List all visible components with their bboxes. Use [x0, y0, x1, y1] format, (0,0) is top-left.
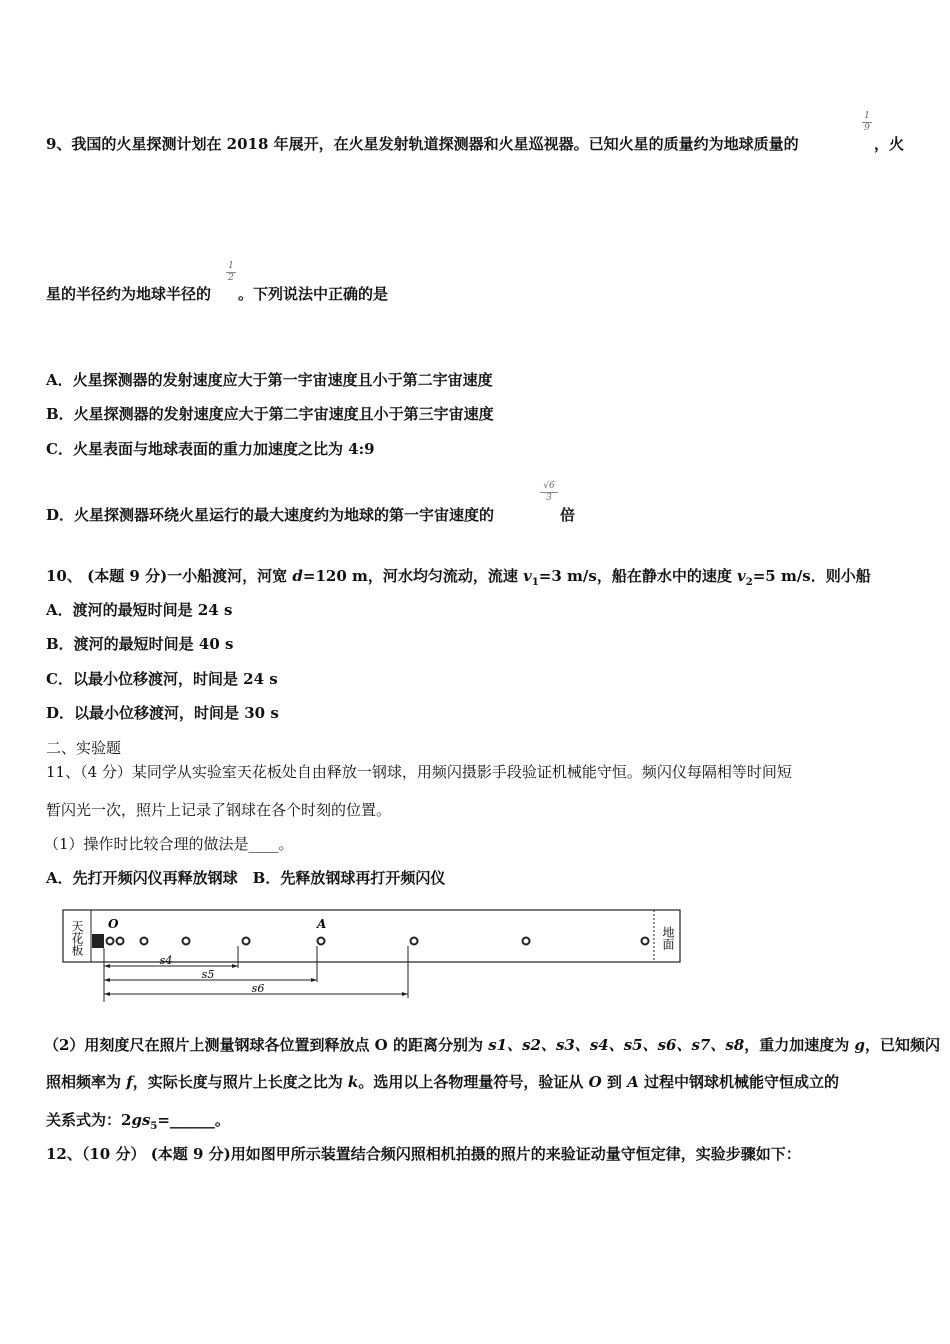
- s5-label: s5: [201, 968, 215, 981]
- q11-gs-var: gs: [131, 1111, 151, 1129]
- release-clamp: [92, 934, 104, 948]
- q11-l3-b: =______。: [157, 1111, 230, 1129]
- q10-stem: [46, 566, 871, 593]
- q9-line2-text: 星的半径约为地球半径的: [46, 285, 212, 303]
- q11-g-var: g: [854, 1036, 865, 1054]
- q10-v1-sub: 1: [531, 577, 539, 588]
- q9-line1-text: 9、我国的火星探测计划在 2018 年展开，在火星发射轨道探测器和火星巡视器。已知火星的质量约为地球质量的: [46, 135, 799, 153]
- q10-v1-var: v: [523, 567, 532, 585]
- q11-o-var: O: [588, 1073, 602, 1091]
- q11-part2-a: （2）用刻度尺在照片上测量钢球各位置到释放点 O 的距离分别为: [44, 1036, 489, 1054]
- ball-7: [411, 938, 418, 945]
- ball-3: [141, 938, 148, 945]
- q12-stem: 12、（10 分） (本题 9 分)用如图甲所示装置结合频闪照相机拍摄的照片的来验证动量守恒定律，实验步骤如下：: [46, 1145, 801, 1163]
- q10-stem-b: =120 m，河水均匀流动，流速: [302, 567, 524, 585]
- q11-stem-line2: 暂闪光一次，照片上记录了钢球在各个时刻的位置。: [46, 801, 392, 819]
- q11-part2-line1: [44, 1035, 940, 1055]
- q11-stem-line1: 11、（4 分）某同学从实验室天花板处自由释放一钢球，用频闪摄影手段验证机械能守恒。频闪仪每隔相等时间短: [46, 763, 792, 781]
- q11-l2-a: 照相频率为: [46, 1073, 127, 1091]
- point-o-label: O: [108, 917, 119, 931]
- q10-stem-c: =3 m/s，船在静水中的速度: [538, 567, 738, 585]
- q9-option-d-post: 倍: [560, 506, 576, 524]
- flash-photo-figure: [62, 906, 686, 1002]
- q11-a-var: A: [627, 1073, 639, 1091]
- q11-l2-e: 过程中钢球机械能守恒成立的: [638, 1073, 839, 1091]
- q9-line2-post: 。下列说法中正确的是: [238, 285, 389, 303]
- q9-frac1-den: 9: [864, 123, 870, 133]
- ceiling-label: 天花板: [70, 920, 84, 956]
- q11-s-vars: s1、s2、s3、s4、s5、s6、s7、s8: [488, 1036, 745, 1054]
- s4-head-right: [232, 964, 238, 968]
- q9-option-c: C．火星表面与地球表面的重力加速度之比为 4:9: [46, 440, 375, 458]
- ball-2: [117, 938, 124, 945]
- q11-l2-d: 到: [601, 1073, 628, 1091]
- q9-line2: [46, 284, 211, 304]
- q10-v2-var: v: [737, 567, 746, 585]
- s6-head-right: [402, 992, 408, 996]
- q11-l2-b: ，实际长度与照片上长度之比为: [132, 1073, 348, 1091]
- ball-1: [107, 938, 114, 945]
- q11-part2-line3: [46, 1110, 230, 1137]
- q9-frac2-den: 2: [228, 273, 234, 283]
- section-heading: 二、实验题: [46, 739, 122, 757]
- q9-fracD-num: √6: [543, 481, 555, 491]
- q11-f-var: f: [126, 1073, 133, 1091]
- ball-5: [243, 938, 250, 945]
- s6-label: s6: [251, 982, 265, 995]
- q11-part1-options: A．先打开频闪仪再释放钢球 B．先释放钢球再打开频闪仪: [46, 869, 446, 887]
- s4-head-left: [104, 964, 110, 968]
- q9-frac1-num: 1: [864, 111, 870, 121]
- q10-stem-d: =5 m/s．则小船: [752, 567, 871, 585]
- q10-v2-sub: 2: [745, 577, 753, 588]
- q9-fraction-velocity: [540, 482, 558, 503]
- q9-option-b: B．火星探测器的发射速度应大于第二宇宙速度且小于第三宇宙速度: [46, 405, 494, 423]
- point-a-label: A: [317, 917, 327, 931]
- ball-9: [642, 938, 649, 945]
- q9-frac2-num: 1: [228, 261, 234, 271]
- q9-line1-post: ，火: [874, 135, 905, 153]
- s4-label: s4: [159, 954, 173, 967]
- q9-option-a: A．火星探测器的发射速度应大于第一宇宙速度且小于第二宇宙速度: [46, 371, 493, 389]
- ball-6: [318, 938, 325, 945]
- q11-part2-b: ，重力加速度为: [744, 1036, 855, 1054]
- q10-d-var: d: [292, 567, 303, 585]
- q10-stem-a: 10、 (本题 9 分)一小船渡河，河宽: [46, 567, 293, 585]
- ball-positions: [107, 938, 649, 945]
- q11-part2-line2: [46, 1072, 839, 1092]
- ball-8: [523, 938, 530, 945]
- q11-s5-sub: 5: [150, 1121, 158, 1132]
- s6-head-left: [104, 992, 110, 996]
- q10-option-a: A．渡河的最短时间是 24 s: [46, 601, 233, 619]
- q9-fraction-radius: [226, 262, 236, 283]
- q9-fracD-den: 3: [546, 493, 552, 503]
- s5-head-left: [104, 978, 110, 982]
- s5-head-right: [311, 978, 317, 982]
- q11-part1: （1）操作时比较合理的做法是____。: [44, 835, 294, 853]
- q10-option-d: D．以最小位移渡河，时间是 30 s: [46, 704, 279, 722]
- q9-fraction-mass: [862, 112, 872, 133]
- ball-4: [183, 938, 190, 945]
- q11-l2-c: 。选用以上各物理量符号，验证从: [358, 1073, 589, 1091]
- q9-line1: [46, 134, 799, 154]
- q11-k-var: k: [347, 1073, 359, 1091]
- q10-option-c: C．以最小位移渡河，时间是 24 s: [46, 670, 278, 688]
- ground-label: 地面: [661, 926, 675, 950]
- q11-l3-a: 关系式为：2: [46, 1111, 132, 1129]
- q10-option-b: B．渡河的最短时间是 40 s: [46, 635, 234, 653]
- q9-option-d: D．火星探测器环绕火星运行的最大速度约为地球的第一宇宙速度的: [46, 506, 495, 524]
- photo-frame: [63, 910, 680, 962]
- q11-part2-c: ，已知频闪: [864, 1036, 940, 1054]
